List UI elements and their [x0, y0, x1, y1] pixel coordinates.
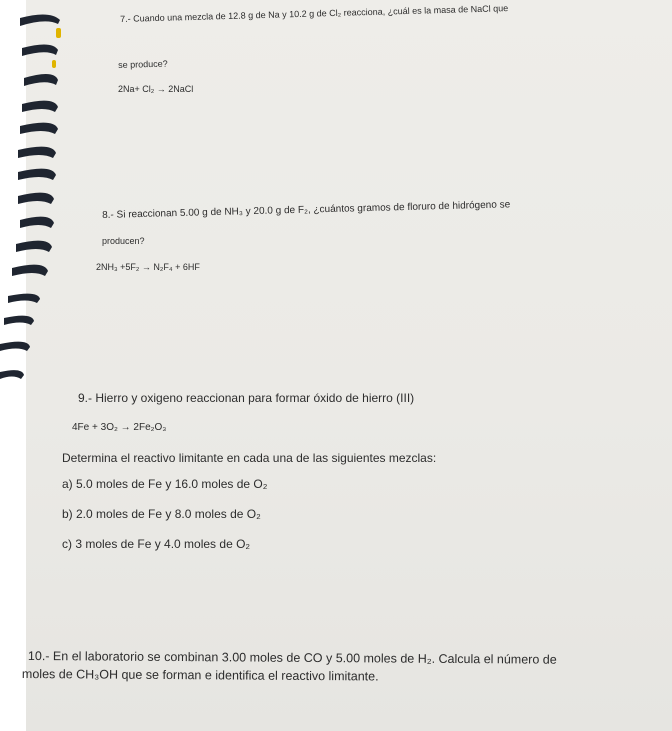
question-8-text: 8.- Si reaccionan 5.00 g de NH₃ y 20.0 g de F₂, ¿cuántos gramos de floruro de hidrógeno se: [102, 199, 511, 221]
mixture-a: a) 5.0 moles de Fe y 16.0 moles de O₂: [62, 477, 268, 491]
question-9-equation: 4Fe + 3O₂ → 2Fe₂O₃: [72, 422, 167, 433]
mixture-c: c) 3 moles de Fe y 4.0 moles de O₂: [62, 537, 251, 551]
question-8-equation: 2NH₃ +5F₂ → N₂F₄ + 6HF: [96, 262, 200, 272]
question-7-equation: 2Na+ Cl₂ → 2NaCl: [118, 84, 194, 94]
spiral-binding: [0, 0, 62, 731]
question-7-text-continued: se produce?: [118, 58, 168, 70]
question-9-title: 9.- Hierro y oxigeno reaccionan para formar óxido de hierro (III): [78, 391, 415, 405]
question-8-text-continued: producen?: [102, 236, 145, 246]
question-7-text: 7.- Cuando una mezcla de 12.8 g de Na y 10.2 g de Cl₂ reacciona, ¿cuál es la masa de NaCl que: [120, 3, 509, 24]
question-10-text-continued: moles de CH₃OH que se forman e identifica el reactivo limitante.: [21, 667, 379, 684]
question-9-instruction: Determina el reactivo limitante en cada una de las siguientes mezclas:: [62, 451, 437, 465]
mixture-b: b) 2.0 moles de Fe y 8.0 moles de O₂: [62, 507, 261, 521]
question-10-text: 10.- En el laboratorio se combinan 3.00 moles de CO y 5.00 moles de H₂. Calcula el número de: [27, 649, 557, 667]
